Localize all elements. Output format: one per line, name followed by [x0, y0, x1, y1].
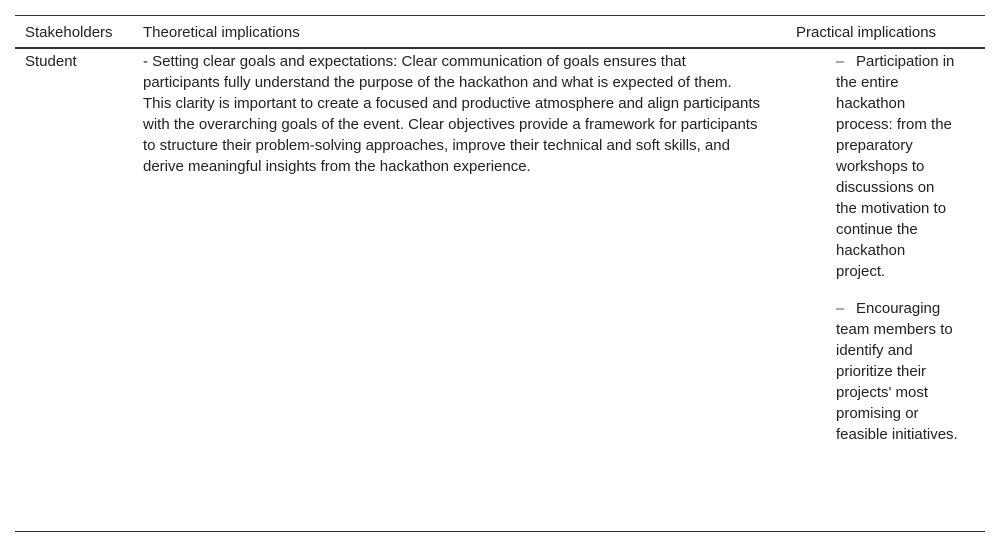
- dash-marker: –: [836, 53, 845, 70]
- cell-practical-implications: [836, 51, 958, 461]
- header-stakeholders: Stakeholders: [25, 24, 113, 41]
- table-header-row: [15, 16, 985, 49]
- header-theoretical-implications: Theoretical implications: [143, 24, 300, 41]
- practical-item-text: Participation in the entire hackathon process: from the preparatory workshops to discussions on the motivation to continue the hackathon project.: [836, 53, 955, 280]
- practical-list-item: [836, 298, 958, 445]
- dash-marker: –: [836, 300, 845, 317]
- cell-stakeholder: Student: [25, 53, 77, 70]
- practical-list-item: [836, 51, 958, 282]
- header-practical-implications: Practical implications: [796, 24, 937, 41]
- practical-item-text: Encouraging team members to identify and prioritize their projects' most promising or feasible initiatives.: [836, 300, 958, 443]
- cell-theoretical-implications: - Setting clear goals and expectations: Clear communication of goals ensures that participants fully understand the purpose of the hackathon and what is expected of them. This clarity is important to create a focused and productive atmosphere and align participants with the overarching goals of the event. Clear objectives provide a framework for participants to structure their problem-solving approaches, improve their technical and soft skills, and derive meaningful insights from the hackathon experience.: [143, 53, 760, 175]
- implications-table: [15, 15, 985, 532]
